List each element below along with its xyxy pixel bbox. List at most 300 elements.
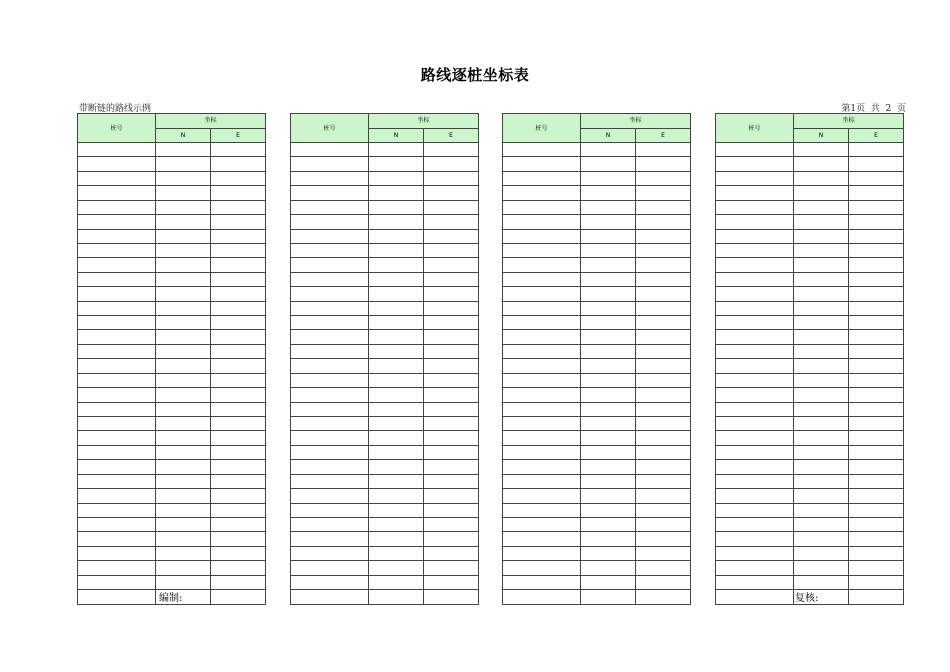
station-cell[interactable] xyxy=(503,417,581,431)
e-cell[interactable] xyxy=(211,402,266,416)
n-cell[interactable] xyxy=(581,171,636,185)
n-cell[interactable] xyxy=(794,359,849,373)
e-cell[interactable] xyxy=(636,489,691,503)
n-cell[interactable] xyxy=(794,561,849,575)
n-cell[interactable] xyxy=(369,388,424,402)
station-cell[interactable] xyxy=(78,546,156,560)
n-cell[interactable] xyxy=(156,330,211,344)
n-cell[interactable] xyxy=(794,575,849,589)
n-cell[interactable] xyxy=(794,417,849,431)
station-cell[interactable] xyxy=(291,330,369,344)
n-cell[interactable] xyxy=(369,359,424,373)
n-cell[interactable] xyxy=(156,229,211,243)
station-cell[interactable] xyxy=(291,590,369,604)
station-cell[interactable] xyxy=(503,373,581,387)
n-cell[interactable] xyxy=(156,445,211,459)
e-cell[interactable] xyxy=(849,243,904,257)
n-cell[interactable] xyxy=(156,474,211,488)
e-cell[interactable] xyxy=(424,445,479,459)
e-cell[interactable] xyxy=(636,157,691,171)
station-cell[interactable] xyxy=(291,186,369,200)
n-cell[interactable] xyxy=(794,243,849,257)
station-cell[interactable] xyxy=(291,532,369,546)
n-cell[interactable] xyxy=(369,489,424,503)
station-cell[interactable] xyxy=(716,373,794,387)
e-cell[interactable] xyxy=(849,200,904,214)
n-cell[interactable] xyxy=(581,330,636,344)
station-cell[interactable] xyxy=(78,532,156,546)
e-cell[interactable] xyxy=(636,330,691,344)
n-cell[interactable] xyxy=(369,171,424,185)
n-cell[interactable] xyxy=(156,402,211,416)
n-cell[interactable] xyxy=(581,359,636,373)
station-cell[interactable] xyxy=(78,200,156,214)
station-cell[interactable] xyxy=(291,402,369,416)
station-cell[interactable] xyxy=(716,417,794,431)
station-cell[interactable] xyxy=(291,143,369,157)
station-cell[interactable] xyxy=(503,460,581,474)
station-cell[interactable] xyxy=(78,143,156,157)
station-cell[interactable] xyxy=(503,344,581,358)
station-cell[interactable] xyxy=(291,301,369,315)
station-cell[interactable] xyxy=(503,272,581,286)
station-cell[interactable] xyxy=(78,359,156,373)
station-cell[interactable] xyxy=(78,258,156,272)
e-cell[interactable] xyxy=(424,373,479,387)
n-cell[interactable] xyxy=(369,215,424,229)
e-cell[interactable] xyxy=(636,431,691,445)
n-cell[interactable] xyxy=(794,143,849,157)
station-cell[interactable] xyxy=(291,489,369,503)
e-cell[interactable] xyxy=(211,561,266,575)
station-cell[interactable] xyxy=(716,243,794,257)
station-cell[interactable] xyxy=(503,517,581,531)
e-cell[interactable] xyxy=(849,460,904,474)
e-cell[interactable] xyxy=(424,258,479,272)
station-cell[interactable] xyxy=(291,171,369,185)
e-cell[interactable] xyxy=(849,287,904,301)
station-cell[interactable] xyxy=(78,373,156,387)
n-cell[interactable] xyxy=(581,143,636,157)
e-cell[interactable] xyxy=(636,532,691,546)
e-cell[interactable] xyxy=(424,243,479,257)
n-cell[interactable] xyxy=(156,316,211,330)
e-cell[interactable] xyxy=(636,575,691,589)
station-cell[interactable] xyxy=(503,546,581,560)
e-cell[interactable] xyxy=(849,445,904,459)
n-cell[interactable] xyxy=(369,229,424,243)
n-cell[interactable] xyxy=(794,157,849,171)
station-cell[interactable] xyxy=(503,316,581,330)
n-cell[interactable] xyxy=(369,301,424,315)
n-cell[interactable] xyxy=(581,561,636,575)
e-cell[interactable] xyxy=(424,460,479,474)
station-cell[interactable] xyxy=(291,316,369,330)
n-cell[interactable] xyxy=(581,157,636,171)
e-cell[interactable] xyxy=(849,417,904,431)
e-cell[interactable] xyxy=(849,532,904,546)
station-cell[interactable] xyxy=(716,388,794,402)
n-cell[interactable] xyxy=(156,215,211,229)
n-cell[interactable] xyxy=(369,402,424,416)
station-cell[interactable] xyxy=(716,143,794,157)
station-cell[interactable] xyxy=(78,489,156,503)
e-cell[interactable] xyxy=(636,561,691,575)
station-cell[interactable] xyxy=(716,287,794,301)
station-cell[interactable] xyxy=(503,243,581,257)
e-cell[interactable] xyxy=(424,143,479,157)
station-cell[interactable] xyxy=(78,460,156,474)
station-cell[interactable] xyxy=(78,561,156,575)
e-cell[interactable] xyxy=(424,575,479,589)
n-cell[interactable] xyxy=(581,344,636,358)
n-cell[interactable] xyxy=(794,489,849,503)
n-cell[interactable] xyxy=(581,532,636,546)
n-cell[interactable] xyxy=(369,287,424,301)
n-cell[interactable] xyxy=(581,460,636,474)
e-cell[interactable] xyxy=(849,301,904,315)
e-cell[interactable] xyxy=(849,489,904,503)
n-cell[interactable] xyxy=(581,402,636,416)
n-cell[interactable] xyxy=(794,402,849,416)
station-cell[interactable] xyxy=(291,517,369,531)
e-cell[interactable] xyxy=(211,157,266,171)
n-cell[interactable] xyxy=(369,258,424,272)
e-cell[interactable] xyxy=(636,171,691,185)
n-cell[interactable] xyxy=(794,301,849,315)
n-cell[interactable] xyxy=(581,546,636,560)
station-cell[interactable] xyxy=(716,200,794,214)
e-cell[interactable] xyxy=(849,402,904,416)
n-cell[interactable] xyxy=(581,229,636,243)
station-cell[interactable] xyxy=(78,316,156,330)
e-cell[interactable] xyxy=(211,590,266,604)
station-cell[interactable] xyxy=(78,229,156,243)
station-cell[interactable] xyxy=(716,229,794,243)
e-cell[interactable] xyxy=(211,330,266,344)
e-cell[interactable] xyxy=(424,503,479,517)
n-cell[interactable] xyxy=(369,503,424,517)
station-cell[interactable] xyxy=(291,200,369,214)
n-cell[interactable] xyxy=(794,287,849,301)
n-cell[interactable] xyxy=(794,258,849,272)
n-cell[interactable] xyxy=(156,503,211,517)
n-cell[interactable] xyxy=(156,243,211,257)
n-cell[interactable] xyxy=(581,489,636,503)
e-cell[interactable] xyxy=(211,546,266,560)
n-cell[interactable] xyxy=(581,186,636,200)
station-cell[interactable] xyxy=(716,157,794,171)
e-cell[interactable] xyxy=(849,373,904,387)
station-cell[interactable] xyxy=(503,157,581,171)
station-cell[interactable] xyxy=(716,445,794,459)
e-cell[interactable] xyxy=(211,287,266,301)
e-cell[interactable] xyxy=(424,388,479,402)
e-cell[interactable] xyxy=(211,186,266,200)
e-cell[interactable] xyxy=(636,373,691,387)
e-cell[interactable] xyxy=(849,344,904,358)
n-cell[interactable] xyxy=(369,143,424,157)
e-cell[interactable] xyxy=(849,517,904,531)
n-cell[interactable] xyxy=(156,417,211,431)
e-cell[interactable] xyxy=(211,503,266,517)
station-cell[interactable] xyxy=(78,272,156,286)
e-cell[interactable] xyxy=(211,474,266,488)
e-cell[interactable] xyxy=(211,171,266,185)
e-cell[interactable] xyxy=(636,229,691,243)
n-cell[interactable] xyxy=(794,186,849,200)
n-cell[interactable] xyxy=(369,316,424,330)
n-cell[interactable] xyxy=(581,258,636,272)
e-cell[interactable] xyxy=(211,215,266,229)
n-cell[interactable] xyxy=(156,186,211,200)
n-cell[interactable] xyxy=(369,344,424,358)
station-cell[interactable] xyxy=(503,330,581,344)
station-cell[interactable] xyxy=(716,517,794,531)
e-cell[interactable] xyxy=(424,517,479,531)
n-cell[interactable] xyxy=(581,417,636,431)
n-cell[interactable] xyxy=(581,272,636,286)
station-cell[interactable] xyxy=(503,489,581,503)
e-cell[interactable] xyxy=(636,344,691,358)
n-cell[interactable] xyxy=(369,460,424,474)
n-cell[interactable] xyxy=(581,575,636,589)
e-cell[interactable] xyxy=(424,272,479,286)
station-cell[interactable] xyxy=(291,546,369,560)
station-cell[interactable] xyxy=(291,215,369,229)
station-cell[interactable] xyxy=(78,330,156,344)
n-cell[interactable] xyxy=(369,431,424,445)
e-cell[interactable] xyxy=(636,503,691,517)
n-cell[interactable] xyxy=(581,316,636,330)
station-cell[interactable] xyxy=(716,431,794,445)
station-cell[interactable] xyxy=(503,590,581,604)
e-cell[interactable] xyxy=(636,460,691,474)
e-cell[interactable] xyxy=(424,402,479,416)
n-cell[interactable] xyxy=(581,215,636,229)
station-cell[interactable] xyxy=(716,561,794,575)
station-cell[interactable] xyxy=(78,575,156,589)
e-cell[interactable] xyxy=(849,272,904,286)
n-cell[interactable] xyxy=(156,489,211,503)
e-cell[interactable] xyxy=(424,316,479,330)
station-cell[interactable] xyxy=(716,330,794,344)
e-cell[interactable] xyxy=(424,215,479,229)
e-cell[interactable] xyxy=(636,359,691,373)
e-cell[interactable] xyxy=(211,575,266,589)
e-cell[interactable] xyxy=(636,243,691,257)
e-cell[interactable] xyxy=(211,344,266,358)
e-cell[interactable] xyxy=(849,258,904,272)
e-cell[interactable] xyxy=(424,532,479,546)
station-cell[interactable] xyxy=(503,186,581,200)
station-cell[interactable] xyxy=(291,258,369,272)
e-cell[interactable] xyxy=(636,445,691,459)
station-cell[interactable] xyxy=(503,388,581,402)
n-cell[interactable] xyxy=(156,431,211,445)
n-cell[interactable] xyxy=(794,388,849,402)
station-cell[interactable] xyxy=(503,575,581,589)
station-cell[interactable] xyxy=(291,417,369,431)
e-cell[interactable] xyxy=(211,388,266,402)
n-cell[interactable] xyxy=(369,243,424,257)
n-cell[interactable] xyxy=(794,200,849,214)
n-cell[interactable] xyxy=(794,445,849,459)
n-cell[interactable] xyxy=(156,546,211,560)
n-cell[interactable] xyxy=(794,272,849,286)
n-cell[interactable] xyxy=(581,287,636,301)
station-cell[interactable] xyxy=(716,171,794,185)
station-cell[interactable] xyxy=(291,474,369,488)
n-cell[interactable] xyxy=(794,171,849,185)
n-cell[interactable] xyxy=(581,373,636,387)
e-cell[interactable] xyxy=(424,561,479,575)
station-cell[interactable] xyxy=(78,186,156,200)
station-cell[interactable] xyxy=(78,215,156,229)
station-cell[interactable] xyxy=(78,301,156,315)
e-cell[interactable] xyxy=(849,171,904,185)
n-cell[interactable] xyxy=(794,474,849,488)
n-cell[interactable] xyxy=(794,215,849,229)
station-cell[interactable] xyxy=(716,460,794,474)
n-cell[interactable] xyxy=(794,532,849,546)
e-cell[interactable] xyxy=(636,316,691,330)
station-cell[interactable] xyxy=(716,344,794,358)
n-cell[interactable] xyxy=(156,272,211,286)
e-cell[interactable] xyxy=(849,590,904,604)
station-cell[interactable] xyxy=(291,243,369,257)
e-cell[interactable] xyxy=(424,359,479,373)
station-cell[interactable] xyxy=(291,272,369,286)
n-cell[interactable] xyxy=(156,373,211,387)
station-cell[interactable] xyxy=(503,474,581,488)
n-cell[interactable] xyxy=(156,157,211,171)
station-cell[interactable] xyxy=(503,215,581,229)
n-cell[interactable] xyxy=(369,445,424,459)
n-cell[interactable] xyxy=(156,575,211,589)
e-cell[interactable] xyxy=(849,474,904,488)
station-cell[interactable] xyxy=(78,287,156,301)
station-cell[interactable] xyxy=(503,561,581,575)
e-cell[interactable] xyxy=(849,157,904,171)
station-cell[interactable] xyxy=(716,532,794,546)
e-cell[interactable] xyxy=(424,344,479,358)
station-cell[interactable] xyxy=(291,287,369,301)
n-cell[interactable] xyxy=(581,200,636,214)
e-cell[interactable] xyxy=(849,546,904,560)
station-cell[interactable] xyxy=(291,431,369,445)
e-cell[interactable] xyxy=(636,402,691,416)
e-cell[interactable] xyxy=(636,215,691,229)
e-cell[interactable] xyxy=(211,460,266,474)
e-cell[interactable] xyxy=(849,143,904,157)
e-cell[interactable] xyxy=(849,575,904,589)
e-cell[interactable] xyxy=(211,258,266,272)
e-cell[interactable] xyxy=(636,272,691,286)
n-cell[interactable] xyxy=(794,229,849,243)
station-cell[interactable] xyxy=(291,503,369,517)
n-cell[interactable] xyxy=(794,330,849,344)
station-cell[interactable] xyxy=(78,157,156,171)
station-cell[interactable] xyxy=(503,143,581,157)
e-cell[interactable] xyxy=(211,373,266,387)
station-cell[interactable] xyxy=(78,402,156,416)
station-cell[interactable] xyxy=(78,171,156,185)
e-cell[interactable] xyxy=(424,546,479,560)
n-cell[interactable] xyxy=(369,330,424,344)
station-cell[interactable] xyxy=(78,344,156,358)
station-cell[interactable] xyxy=(716,258,794,272)
n-cell[interactable] xyxy=(369,517,424,531)
n-cell[interactable] xyxy=(369,474,424,488)
station-cell[interactable] xyxy=(291,229,369,243)
station-cell[interactable] xyxy=(291,445,369,459)
e-cell[interactable] xyxy=(424,157,479,171)
n-cell[interactable] xyxy=(581,243,636,257)
station-cell[interactable] xyxy=(78,388,156,402)
e-cell[interactable] xyxy=(211,272,266,286)
n-cell[interactable] xyxy=(794,503,849,517)
n-cell[interactable] xyxy=(581,301,636,315)
n-cell[interactable] xyxy=(156,258,211,272)
station-cell[interactable] xyxy=(716,359,794,373)
e-cell[interactable] xyxy=(424,287,479,301)
e-cell[interactable] xyxy=(424,417,479,431)
e-cell[interactable] xyxy=(636,590,691,604)
n-cell[interactable] xyxy=(369,575,424,589)
e-cell[interactable] xyxy=(211,200,266,214)
station-cell[interactable] xyxy=(503,503,581,517)
n-cell[interactable] xyxy=(156,287,211,301)
station-cell[interactable] xyxy=(716,474,794,488)
station-cell[interactable] xyxy=(503,301,581,315)
n-cell[interactable] xyxy=(581,445,636,459)
station-cell[interactable] xyxy=(291,157,369,171)
station-cell[interactable] xyxy=(716,301,794,315)
e-cell[interactable] xyxy=(849,561,904,575)
n-cell[interactable] xyxy=(794,316,849,330)
station-cell[interactable] xyxy=(291,344,369,358)
e-cell[interactable] xyxy=(211,489,266,503)
e-cell[interactable] xyxy=(849,330,904,344)
n-cell[interactable] xyxy=(369,561,424,575)
e-cell[interactable] xyxy=(211,243,266,257)
n-cell[interactable] xyxy=(156,200,211,214)
e-cell[interactable] xyxy=(424,200,479,214)
e-cell[interactable] xyxy=(849,359,904,373)
e-cell[interactable] xyxy=(211,532,266,546)
station-cell[interactable] xyxy=(716,402,794,416)
station-cell[interactable] xyxy=(78,445,156,459)
station-cell[interactable] xyxy=(716,215,794,229)
n-cell[interactable] xyxy=(156,532,211,546)
e-cell[interactable] xyxy=(424,431,479,445)
station-cell[interactable] xyxy=(78,590,156,604)
n-cell[interactable] xyxy=(581,388,636,402)
n-cell[interactable] xyxy=(156,143,211,157)
n-cell[interactable] xyxy=(369,186,424,200)
station-cell[interactable] xyxy=(291,561,369,575)
e-cell[interactable] xyxy=(424,171,479,185)
e-cell[interactable] xyxy=(424,330,479,344)
n-cell[interactable] xyxy=(369,373,424,387)
e-cell[interactable] xyxy=(636,388,691,402)
station-cell[interactable] xyxy=(291,460,369,474)
n-cell[interactable] xyxy=(581,474,636,488)
e-cell[interactable] xyxy=(636,200,691,214)
e-cell[interactable] xyxy=(636,186,691,200)
n-cell[interactable] xyxy=(794,373,849,387)
